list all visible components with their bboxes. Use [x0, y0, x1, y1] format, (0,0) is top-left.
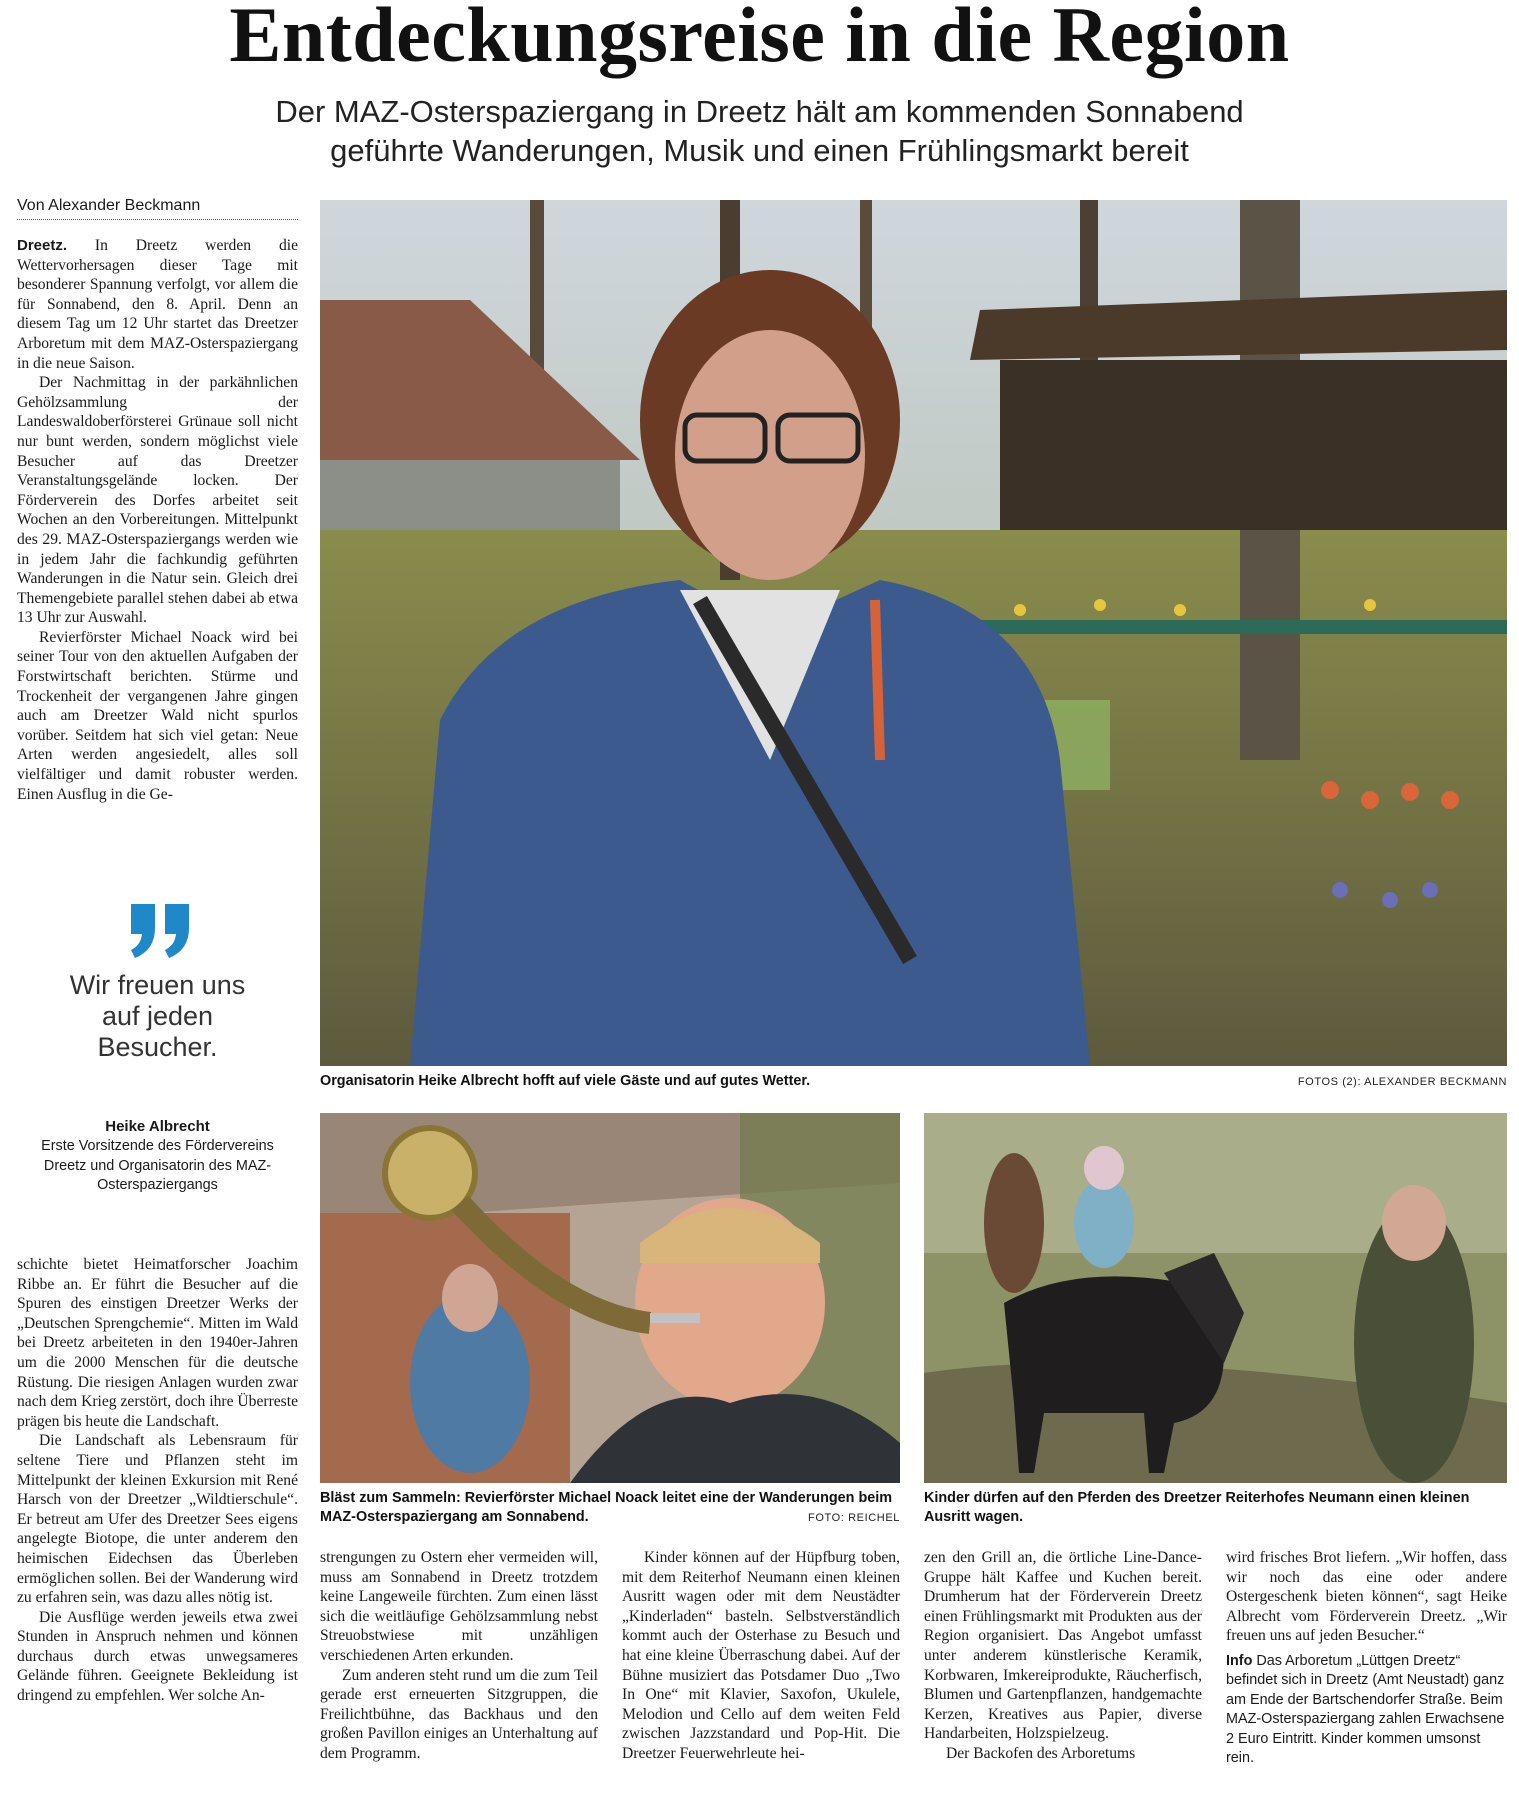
horse-photo-caption: Kinder dürfen auf den Pferden des Dreetzer Reiterhofes Neumann einen kleinen Ausritt wagen. [924, 1490, 1470, 1525]
paragraph: strengungen zu Ostern eher vermeiden will, muss am Sonnabend in Dreetz trotzdem keine Langeweile fürchten. Zum einen lässt sich die weitläufige Gehölzsammlung nebst Streuobstwiese mit unzähligen verschiedenen Arten erkunden. [320, 1549, 598, 1664]
info-text: Das Arboretum „Lüttgen Dreetz“ befindet sich in Dreetz (Amt Neustadt) ganz am Ende der Bartschendorfer Straße. Beim MAZ-Osterspaziergang zahlen Erwachsene 2 Euro Eintritt. Kinder kommen umsonst rein. [1226, 1652, 1505, 1766]
paragraph: Die Ausflüge werden jeweils etwa zwei Stunden in Anspruch nehmen und können durchaus durch etwas unwegsameres Gelände führen. Geeignete Bekleidung ist dringend zu empfehlen. Wer solche An- [17, 1608, 298, 1705]
main-photo-credit: FOTOS (2): ALEXANDER BECKMANN [1297, 1076, 1507, 1088]
article-column-3 [622, 1548, 900, 1764]
paragraph-text: In Dreetz werden die Wettervorhersagen dieser Tage mit besonderer Spannung verfolgt, vor allem die für Sonnabend, den 8. April. Denn an diesem Tag um 12 Uhr startet das Dreetzer Arboretum mit dem MAZ-Osterspaziergang in die neue Saison. [17, 237, 298, 372]
quote-mark-icon [125, 900, 195, 960]
paragraph [17, 236, 298, 373]
paragraph: Kinder können auf der Hüpfburg toben, mit dem Reiterhof Neumann einen kleinen Ausritt wagen oder mit dem Neustädter „Kinderladen“ basteln. Selbstverständlich kommt auch der Osterhase zu Besuch und hat eine kleine Überraschung dabei. Auf der Bühne musiziert das Potsdamer Duo „Two In One“ mit Klavier, Saxofon, Ukulele, Melodion und Cello auf dem weiten Feld zwischen Jazzstandard und Pop-Hit. Die Dreetzer Feuerwehrleute hei- [622, 1549, 900, 1762]
article-column-1-top [17, 236, 298, 804]
horn-photo-caption: Bläst zum Sammeln: Revierförster Michael Noack leitet eine der Wanderungen beim MAZ-Osterspaziergang am Sonnabend. [320, 1490, 893, 1525]
article-column-4 [924, 1548, 1202, 1764]
article-column-5 [1226, 1548, 1507, 1768]
horn-photo [320, 1113, 900, 1483]
paragraph: zen den Grill an, die örtliche Line-Dance-Gruppe hält Kaffee und Kuchen bereit. Drumherum hat der Förderverein Dreetz einen Frühlingsmarkt mit Produkten aus der Region organisiert. Das Angebot umfasst unter anderem künstlerische Keramik, Korbwaren, Imkereiprodukte, Räucherfisch, Blumen und Gartenpflanzen, handgemachte Kerzen, Kreatives aus Papier, diverse Handarbeiten, Holzspielzeug. [924, 1549, 1202, 1743]
paragraph: Zum anderen steht rund um die zum Teil gerade erst erneuerten Sitzgruppen, die Freilichtbühne, das Backhaus und den großen Pavillon einiges an Unterhaltung auf dem Programm. [320, 1666, 598, 1762]
article-column-2 [320, 1548, 598, 1764]
paragraph: Revierförster Michael Noack wird bei seiner Tour von den aktuellen Aufgaben der Forstwirtschaft berichten. Stürme und Trockenheit der vergangenen Jahre gingen auch am Dreetzer Wald nicht spurlos vorüber. Seitdem hat sich viel getan: Neue Arten werden angesiedelt, alles soll vielfältiger und damit robuster werden. Einen Ausflug in die Ge- [17, 628, 298, 803]
info-label: Info [1226, 1652, 1253, 1669]
paragraph: Der Nachmittag in der parkähnlichen Gehölzsammlung der Landeswaldoberförsterei Grünaue soll nicht nur bunt werden, sondern möglichst viele Besucher auf das Dreetzer Veranstaltungsgelände locken. Der Förderverein des Dorfes arbeitet seit Wochen an den Vorbereitungen. Mittelpunkt des 29. MAZ-Osterspaziergangs werden wie in jedem Jahr die fachkundig geführten Wanderungen in die Natur sein. Gleich drei Themengebiete parallel stehen dabei ab etwa 13 Uhr zur Auswahl. [17, 374, 298, 627]
subhead-line-2: geführte Wanderungen, Musik und einen Frühlingsmarkt bereit [330, 133, 1189, 168]
quote-author-role: Erste Vorsitzende des Fördervereins Dreetz und Organisatorin des MAZ-Osterspaziergangs [41, 1138, 274, 1193]
subheadline [0, 92, 1519, 170]
quote-author: Heike Albrecht [105, 1118, 210, 1135]
horn-photo-credit: FOTO: REICHEL [808, 1512, 900, 1524]
main-photo [320, 200, 1507, 1066]
paragraph: Der Backofen des Arboretums [946, 1744, 1136, 1762]
subhead-line-1: Der MAZ-Osterspaziergang in Dreetz hält am kommenden Sonnabend [275, 94, 1244, 129]
paragraph: Die Landschaft als Lebensraum für seltene Tiere und Pflanzen steht im Mittelpunkt der kleinen Exkursion mit René Harsch von der Dreetzer „Wildtierschule“. Er betreut am Ufer des Dreetzer Sees eigens angelegte Biotope, die unter anderem den heimischen Eidechsen das Überleben ermöglichen sollen. Bei der Wanderung wird zu erfahren sein, was dazu alles nötig ist. [17, 1432, 298, 1607]
article-column-1-bottom [17, 1255, 298, 1706]
dateline: Dreetz. [17, 237, 68, 254]
main-photo-caption: Organisatorin Heike Albrecht hofft auf viele Gäste und auf gutes Wetter. [320, 1073, 811, 1089]
paragraph: wird frisches Brot liefern. „Wir hoffen, dass wir noch das eine oder andere Ostergeschenk bieten können“, sagt Heike Albrecht vom Förderverein Dreetz. „Wir freuen uns auf jeden Besucher.“ [1226, 1549, 1507, 1645]
paragraph: schichte bietet Heimatforscher Joachim Ribbe an. Er führt die Besucher auf die Spuren des einstigen Dreetzer Werks der „Deutschen Sprengchemie“. Mitten im Wald bei Dreetz arbeiteten in den 1940er-Jahren um die 2000 Menschen für die deutsche Rüstung. Die riesigen Anlagen wurden zwar nach dem Krieg zerstört, doch ihre Überreste prägen bis heute die Landschaft. [17, 1256, 298, 1430]
horse-photo [924, 1113, 1507, 1483]
byline: Von Alexander Beckmann [17, 196, 298, 220]
info-box [1226, 1652, 1507, 1768]
pull-quote: Wir freuen uns auf jeden Besucher. [69, 970, 246, 1062]
headline: Entdeckungsreise in die Region [229, 0, 1290, 78]
